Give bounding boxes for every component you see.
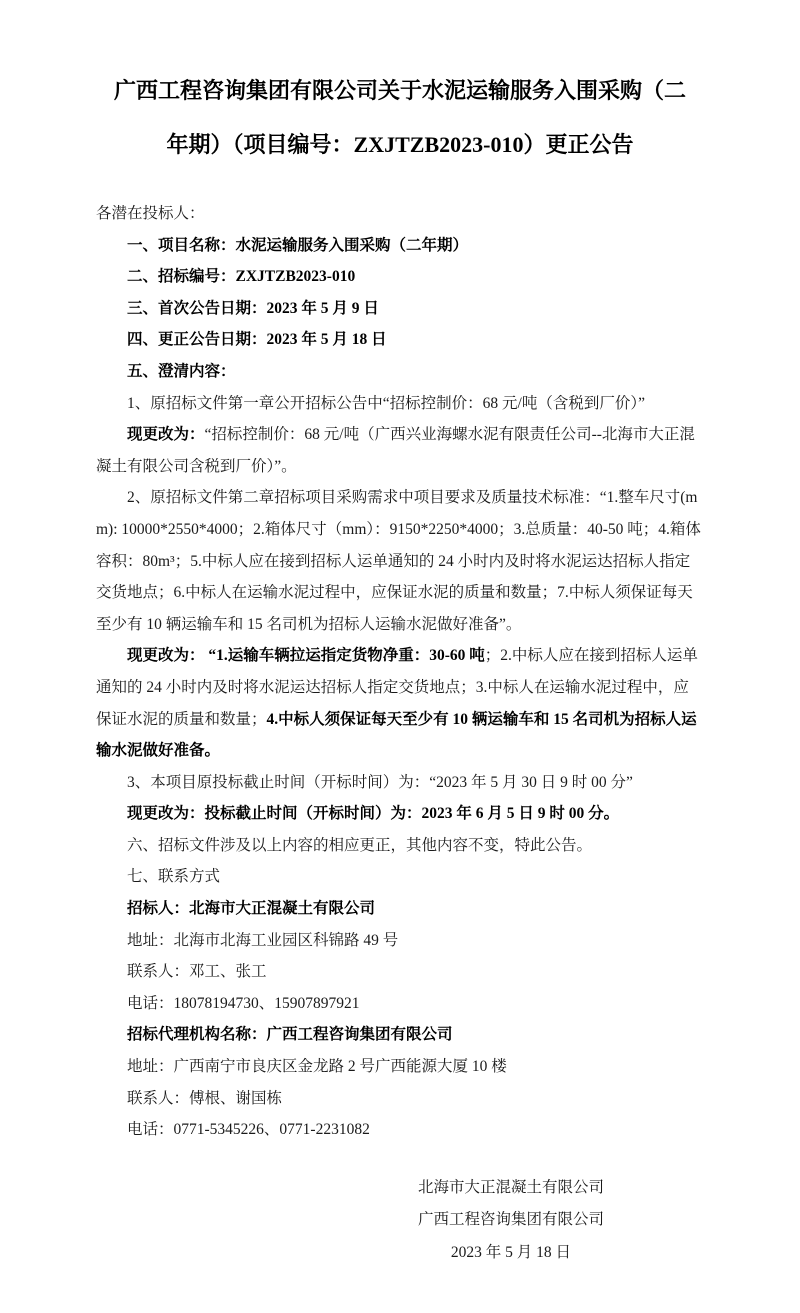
text-run: 地址：广西南宁市良庆区金龙路 2 号广西能源大厦 10 楼 — [127, 1058, 507, 1076]
text-run: 电话：0771-5345226、0771-2231082 — [127, 1121, 370, 1139]
paragraph — [96, 956, 704, 988]
signature-block — [418, 1172, 604, 1269]
paragraph — [96, 293, 704, 325]
text-run: 地址：北海市北海工业园区科锦路 49 号 — [127, 931, 399, 949]
paragraph — [96, 640, 704, 766]
text-run: 1、原招标文件第一章公开招标公告中“招标控制价：68 元/吨（含税到厂价）” — [127, 394, 645, 412]
text-run: 联系人：傅根、谢国栋 — [127, 1089, 283, 1107]
text-run: 4.中标人须保证每天至少有 10 辆运输车和 15 名司机为招标人运输水泥做好准备。 — [96, 710, 697, 760]
paragraph — [96, 861, 704, 893]
text-run: 招标代理机构名称：广西工程咨询集团有限公司 — [127, 1026, 453, 1044]
document-title: 广西工程咨询集团有限公司关于水泥运输服务入围采购（二年期）（项目编号：ZXJTZB2023-010）更正公告 — [113, 78, 686, 157]
paragraph — [96, 1019, 704, 1051]
text-run: 联系人：邓工、张工 — [127, 963, 267, 981]
paragraph — [96, 356, 704, 388]
paragraph — [96, 419, 704, 482]
paragraph — [96, 988, 704, 1020]
text-run: 电话：18078194730、15907897921 — [127, 994, 360, 1012]
paragraph — [96, 798, 704, 830]
text-run: 二、招标编号：ZXJTZB2023-010 — [127, 268, 356, 286]
text-run: 七、联系方式 — [127, 868, 221, 886]
paragraph — [96, 482, 704, 640]
paragraph — [96, 230, 704, 262]
document-body — [96, 198, 704, 1146]
text-run: 各潜在投标人： — [96, 205, 205, 222]
signature-company-1: 北海市大正混凝土有限公司 — [417, 1178, 604, 1196]
signature-company-2: 广西工程咨询集团有限公司 — [417, 1211, 604, 1229]
text-run: 2、原招标文件第二章招标项目采购需求中项目要求及质量技术标准：“1.整车尺寸(mm): 10000*2550*4000；2.箱体尺寸（mm）：9150*2250*4000；3.总质量：40-50 吨；4.箱体容积：80m³；5.中标人应在接到招标人运单通知的 24 小时内及时将水泥运达招标人指定交货地点；6.中标人在运输水泥过程中，应保证水泥的质量和数量；7.中标人须保证每天至少有 10 辆运输车和 15 名司机为招标人运输水泥做好准备”。 — [96, 489, 701, 633]
text-run: 3、本项目原投标截止时间（开标时间）为：“2023 年 5 月 30 日 9 时 00 分” — [127, 773, 633, 791]
text-run: “招标控制价：68 元/吨（广西兴业海螺水泥有限责任公司--北海市大正混凝土有限公司含税到厂价）”。 — [96, 426, 695, 475]
paragraph — [96, 1114, 704, 1146]
text-run: 四、更正公告日期：2023 年 5 月 18 日 — [127, 331, 387, 349]
paragraph — [96, 324, 704, 356]
text-run: 现更改为： “1.运输车辆拉运指定货物净重：30-60 吨 — [127, 647, 485, 665]
text-run: 一、项目名称：水泥运输服务入围采购（二年期） — [127, 236, 469, 254]
paragraph — [96, 925, 704, 957]
paragraph — [96, 1051, 704, 1083]
text-run: 三、首次公告日期：2023 年 5 月 9 日 — [127, 299, 379, 317]
paragraph — [96, 1083, 704, 1115]
paragraph — [96, 261, 704, 293]
text-run: 现更改为： — [127, 426, 205, 444]
signature-date: 2023 年 5 月 18 日 — [450, 1243, 572, 1261]
paragraph — [96, 893, 704, 925]
text-run: 现更改为：投标截止时间（开标时间）为：2023 年 6 月 5 日 9 时 00 分。 — [127, 805, 620, 823]
text-run: 六、招标文件涉及以上内容的相应更正，其他内容不变，特此公告。 — [127, 836, 593, 854]
paragraph — [96, 767, 704, 799]
text-run: 招标人：北海市大正混凝土有限公司 — [127, 900, 376, 918]
text-run: 五、澄清内容： — [127, 362, 236, 380]
text-run: ；2.中标人应在接到招标人运单通知的 24 小时内及时将水泥运达招标人指定交货地点；3.中标人在运输水泥过程中，应保证水泥的质量和数量； — [96, 647, 698, 728]
paragraph — [96, 830, 704, 862]
paragraph — [96, 388, 704, 420]
paragraph — [96, 198, 704, 230]
